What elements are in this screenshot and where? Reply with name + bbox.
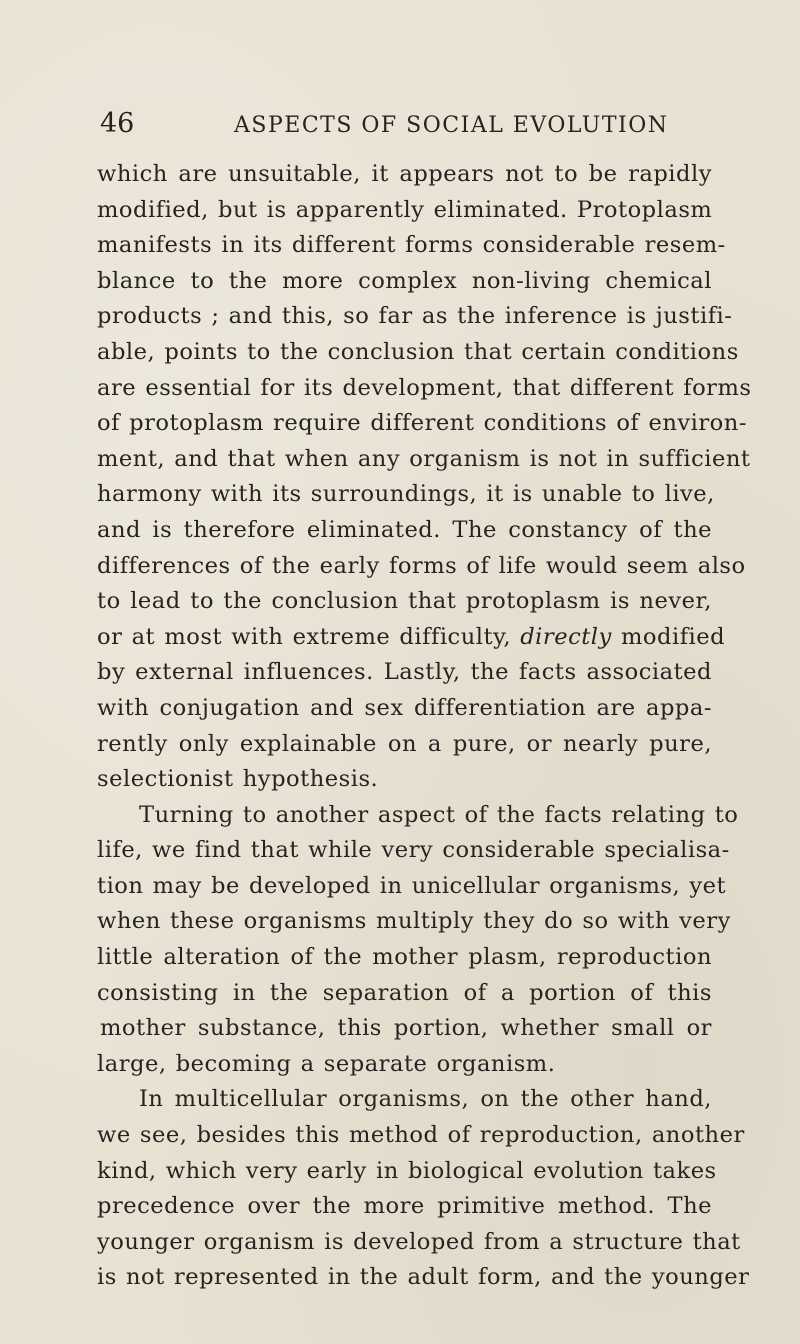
text-segment: modified (611, 623, 726, 650)
text-line: life, we find that while very considerable specialisa- (97, 837, 730, 864)
text-line: able, points to the conclusion that certain conditions (97, 338, 739, 365)
text-line: when these organisms multiply they do so with very (97, 908, 731, 935)
text-line: selectionist hypothesis. (97, 766, 379, 793)
text-line: rently only explainable on a pure, or nearly pure, (97, 730, 712, 757)
text-line: to lead to the conclusion that protoplasm is never, (97, 588, 712, 615)
text-line: modified, but is apparently eliminated. Protoplasm (97, 196, 713, 223)
text-line: precedence over the more primitive method. The (97, 1193, 712, 1220)
text-line: we see, besides this method of reproduction, another (97, 1122, 745, 1149)
text-line: large, becoming a separate organism. (97, 1050, 556, 1077)
text-line: kind, which very early in biological evolution takes (97, 1157, 717, 1184)
text-segment: or at most with extreme difficulty, (97, 623, 521, 650)
text-line: little alteration of the mother plasm, reproduction (97, 944, 712, 971)
paragraph-first-line: Turning to another aspect of the facts relating to (139, 801, 739, 828)
text-line: products ; and this, so far as the inference is justifi- (97, 303, 733, 330)
text-line: tion may be developed in unicellular organisms, yet (97, 872, 727, 899)
text-line: with conjugation and sex differentiation are appa- (97, 694, 712, 721)
text-line: manifests in its different forms considerable resem- (97, 232, 726, 259)
text-line: which are unsuitable, it appears not to be rapidly (97, 161, 712, 187)
emphasized-word: directly (520, 623, 612, 650)
text-line: by external influences. Lastly, the facts associated (97, 659, 712, 686)
body-text (97, 157, 752, 1296)
text-line: is not represented in the adult form, and the younger (97, 1264, 750, 1291)
text-line: consisting in the separation of a portion of this (97, 979, 712, 1006)
page-header (100, 108, 730, 148)
page-number: 46 (100, 108, 135, 139)
text-line: harmony with its surroundings, it is unable to live, (97, 481, 715, 508)
text-line: blance to the more complex non-living chemical (97, 267, 712, 294)
text-line: are essential for its development, that different forms (97, 374, 752, 401)
paragraph-first-line: In multicellular organisms, on the other hand, (139, 1086, 712, 1113)
text-line: mother substance, this portion, whether small or (100, 1015, 712, 1042)
text-line: of protoplasm require different conditions of environ- (97, 410, 747, 437)
text-line: and is therefore eliminated. The constancy of the (97, 516, 712, 543)
text-line (97, 620, 726, 656)
running-head: ASPECTS OF SOCIAL EVOLUTION (234, 113, 669, 138)
text-line: differences of the early forms of life would seem also (97, 552, 746, 579)
text-line: ment, and that when any organism is not in sufficient (97, 445, 751, 472)
text-line: younger organism is developed from a structure that (97, 1228, 741, 1255)
